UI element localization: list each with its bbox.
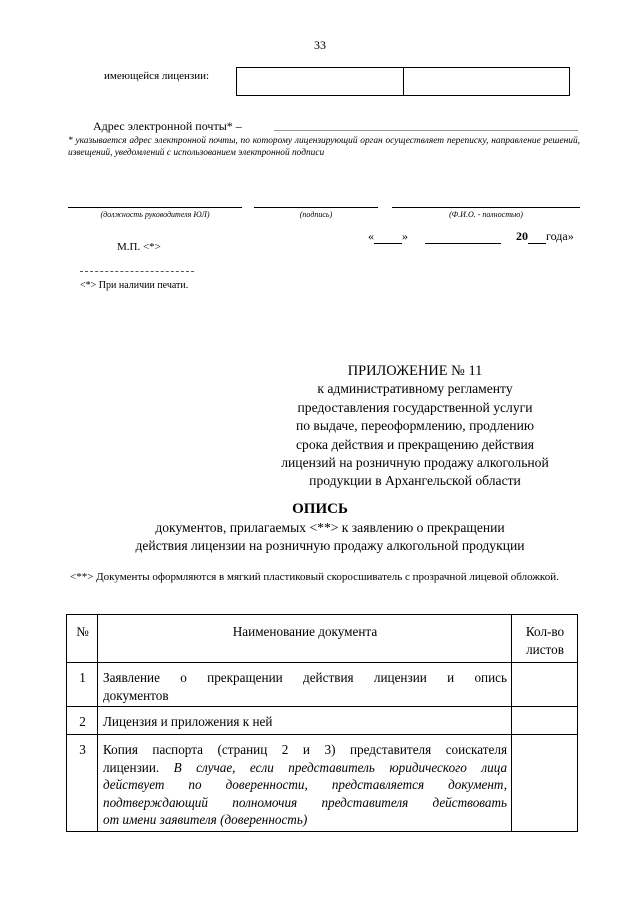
appendix-block bbox=[250, 362, 580, 491]
appendix-line: к административному регламенту bbox=[317, 381, 513, 397]
row-sheets[interactable] bbox=[512, 735, 578, 832]
fio-line[interactable] bbox=[392, 207, 580, 208]
header-sheets-line: листов bbox=[526, 641, 564, 657]
table-header-row bbox=[67, 615, 578, 663]
license-box-divider bbox=[403, 68, 404, 95]
appendix-line: продукции в Архангельской области bbox=[309, 473, 521, 489]
appendix-line: срока действия и прекращению действия bbox=[296, 436, 534, 452]
row-name bbox=[97, 735, 511, 832]
year-blank[interactable] bbox=[528, 231, 546, 244]
header-sheets-line: Кол-во bbox=[525, 624, 565, 639]
year-suffix: года» bbox=[546, 229, 574, 243]
row-name bbox=[97, 663, 511, 707]
appendix-title: ПРИЛОЖЕНИЕ № 11 bbox=[347, 363, 483, 379]
appendix-line: предоставления государственной услуги bbox=[297, 399, 533, 415]
row-sheets[interactable] bbox=[512, 663, 578, 707]
stamp-footnote: <*> При наличии печати. bbox=[80, 280, 189, 291]
inventory-title: ОПИСЬ bbox=[292, 501, 348, 517]
table-row bbox=[67, 663, 578, 707]
inventory-subtitle bbox=[100, 519, 560, 555]
row-name-line: документов bbox=[102, 687, 169, 703]
fio-caption: (Ф.И.О. - полностью) bbox=[449, 210, 523, 219]
row-name-part: лицензии. bbox=[102, 759, 160, 775]
footnote-divider bbox=[80, 271, 194, 272]
folder-note: <**> Документы оформляются в мягкий пластиковый скоросшиватель с прозрачной лицевой обложкой. bbox=[70, 571, 559, 583]
inventory-subtitle-line: документов, прилагаемых <**> к заявлению о прекращении bbox=[155, 520, 505, 535]
month-blank[interactable] bbox=[425, 231, 501, 244]
email-input-line[interactable] bbox=[274, 130, 578, 131]
year-prefix: 20 bbox=[516, 229, 528, 243]
stamp-label: М.П. <*> bbox=[117, 241, 161, 253]
email-label: Адрес электронной почты* – bbox=[93, 119, 242, 133]
row-name-line: Копия паспорта (страниц 2 и 3) представителя соискателя bbox=[102, 742, 508, 757]
appendix-line: лицензий на розничную продажу алкогольной bbox=[281, 455, 549, 471]
license-field-label: имеющейся лицензии: bbox=[104, 70, 210, 82]
position-caption: (должность руководителя ЮЛ) bbox=[100, 210, 210, 219]
inventory-subtitle-line: действия лицензии на розничную продажу алкогольной продукции bbox=[135, 538, 525, 553]
date-close-quote: » bbox=[402, 229, 408, 243]
row-name-line bbox=[103, 759, 507, 777]
license-field-box[interactable] bbox=[236, 67, 570, 96]
row-name-line: Заявление о прекращении действия лицензии и опись bbox=[102, 670, 508, 685]
row-num: 3 bbox=[67, 735, 98, 832]
table-row bbox=[67, 735, 578, 832]
row-name-line: подтверждающий полномочия представителя действовать bbox=[102, 794, 508, 810]
row-name-line: действует по доверенности, представляется документ, bbox=[102, 777, 508, 792]
email-note: * указывается адрес электронной почты, по которому лицензирующий орган осуществляет переписку, направление решений, извещений, уведомлений с использованием электронной подписи bbox=[68, 136, 580, 158]
signature-line[interactable] bbox=[254, 207, 378, 208]
table-row bbox=[67, 707, 578, 735]
row-sheets[interactable] bbox=[512, 707, 578, 735]
header-sheets bbox=[512, 615, 578, 663]
row-num: 1 bbox=[67, 663, 98, 707]
appendix-line: по выдаче, переоформлению, продлению bbox=[295, 418, 535, 434]
header-name: Наименование документа bbox=[97, 615, 511, 663]
row-name: Лицензия и приложения к ней bbox=[97, 707, 511, 735]
row-name-part: В случае, если представитель юридического лица bbox=[173, 759, 508, 775]
row-num: 2 bbox=[67, 707, 98, 735]
date-line bbox=[368, 229, 574, 244]
row-name-line: от имени заявителя (доверенность) bbox=[102, 812, 308, 827]
signature-caption: (подпись) bbox=[299, 210, 333, 219]
day-blank[interactable] bbox=[374, 231, 402, 244]
documents-table bbox=[66, 614, 578, 832]
position-line[interactable] bbox=[68, 207, 242, 208]
header-num: № bbox=[67, 615, 98, 663]
page-number: 33 bbox=[314, 38, 326, 52]
date-open-quote: « bbox=[368, 229, 374, 243]
